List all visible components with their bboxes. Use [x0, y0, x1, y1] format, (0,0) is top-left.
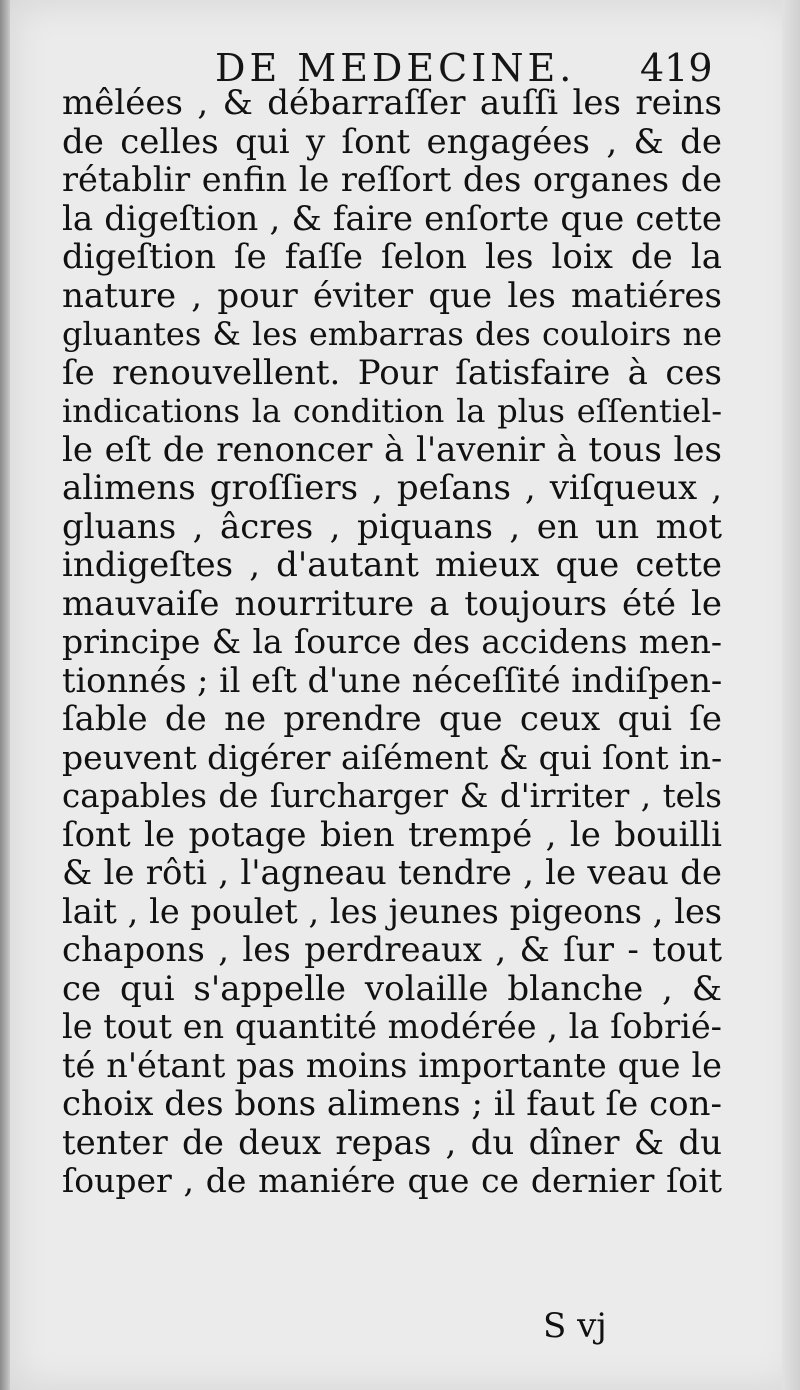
page-right-edge [782, 0, 800, 1390]
running-title: DE MEDECINE. [215, 46, 576, 90]
text-line: ce qui s'appelle volaille blanche , & [62, 968, 722, 1009]
text-line: mêlées , & débarraſſer auſſi les reins [62, 83, 722, 123]
text-line: ſe renouvellent. Pour ſatisfaire à ces [62, 352, 722, 393]
text-line: la digeſtion , & faire enſorte que cette [62, 198, 722, 239]
text-line: le tout en quantité modérée , la ſobrié- [62, 1007, 722, 1046]
text-line: tionnés ; il eſt d'une néceſſité indiſpen- [62, 660, 723, 700]
text-line: indications la condition la plus eſſentiel- [62, 392, 722, 430]
text-line: té n'étant pas moins importante que le [62, 1045, 722, 1085]
text-line: ſont le potage bien trempé , le bouilli [62, 814, 722, 855]
text-line: indigeſtes , d'autant mieux que cette [62, 545, 722, 585]
text-line: nature , pour éviter que les matiéres [62, 275, 722, 316]
catchword-signature: S vj [543, 1306, 607, 1346]
page-left-edge [0, 0, 10, 1390]
text-line: peuvent digérer aiſément & qui ſont in- [62, 737, 723, 777]
text-line: gluans , âcres , piquans , en un mot [62, 506, 722, 547]
body-text [62, 84, 722, 1201]
text-line: ſouper , de maniére que ce dernier ſoit [62, 1161, 722, 1200]
text-line: lait , le poulet , les jeunes pigeons , les [62, 891, 722, 931]
text-line: tenter de deux repas , du dîner & du [62, 1122, 722, 1163]
text-line: & le rôti , l'agneau tendre , le veau de [62, 853, 722, 893]
text-line: gluantes & les embarras des couloirs ne [62, 315, 722, 353]
text-line: mauvaiſe nourriture a toujours été le [62, 583, 722, 624]
text-line: choix des bons alimens ; il faut ſe con- [62, 1084, 722, 1124]
text-line: ſable de ne prendre que ceux qui ſe [62, 699, 722, 739]
text-line: de celles qui y ſont engagées , & de [62, 121, 722, 162]
text-line: capables de ſurcharger & d'irriter , tels [62, 777, 722, 815]
text-line: digeſtion ſe faſſe ſelon les loix de la [62, 237, 722, 277]
text-line: rétablir enfin le reſſort des organes de [62, 160, 722, 199]
text-line: le eſt de renoncer à l'avenir à tous les [62, 429, 722, 470]
text-line: alimens groſſiers , peſans , viſqueux , [62, 468, 722, 508]
page-number: 419 [640, 46, 713, 90]
text-line: chapons , les perdreaux , & ſur - tout [62, 930, 722, 970]
text-line: principe & la ſource des accidens men- [62, 622, 722, 661]
book-page [10, 0, 800, 1390]
